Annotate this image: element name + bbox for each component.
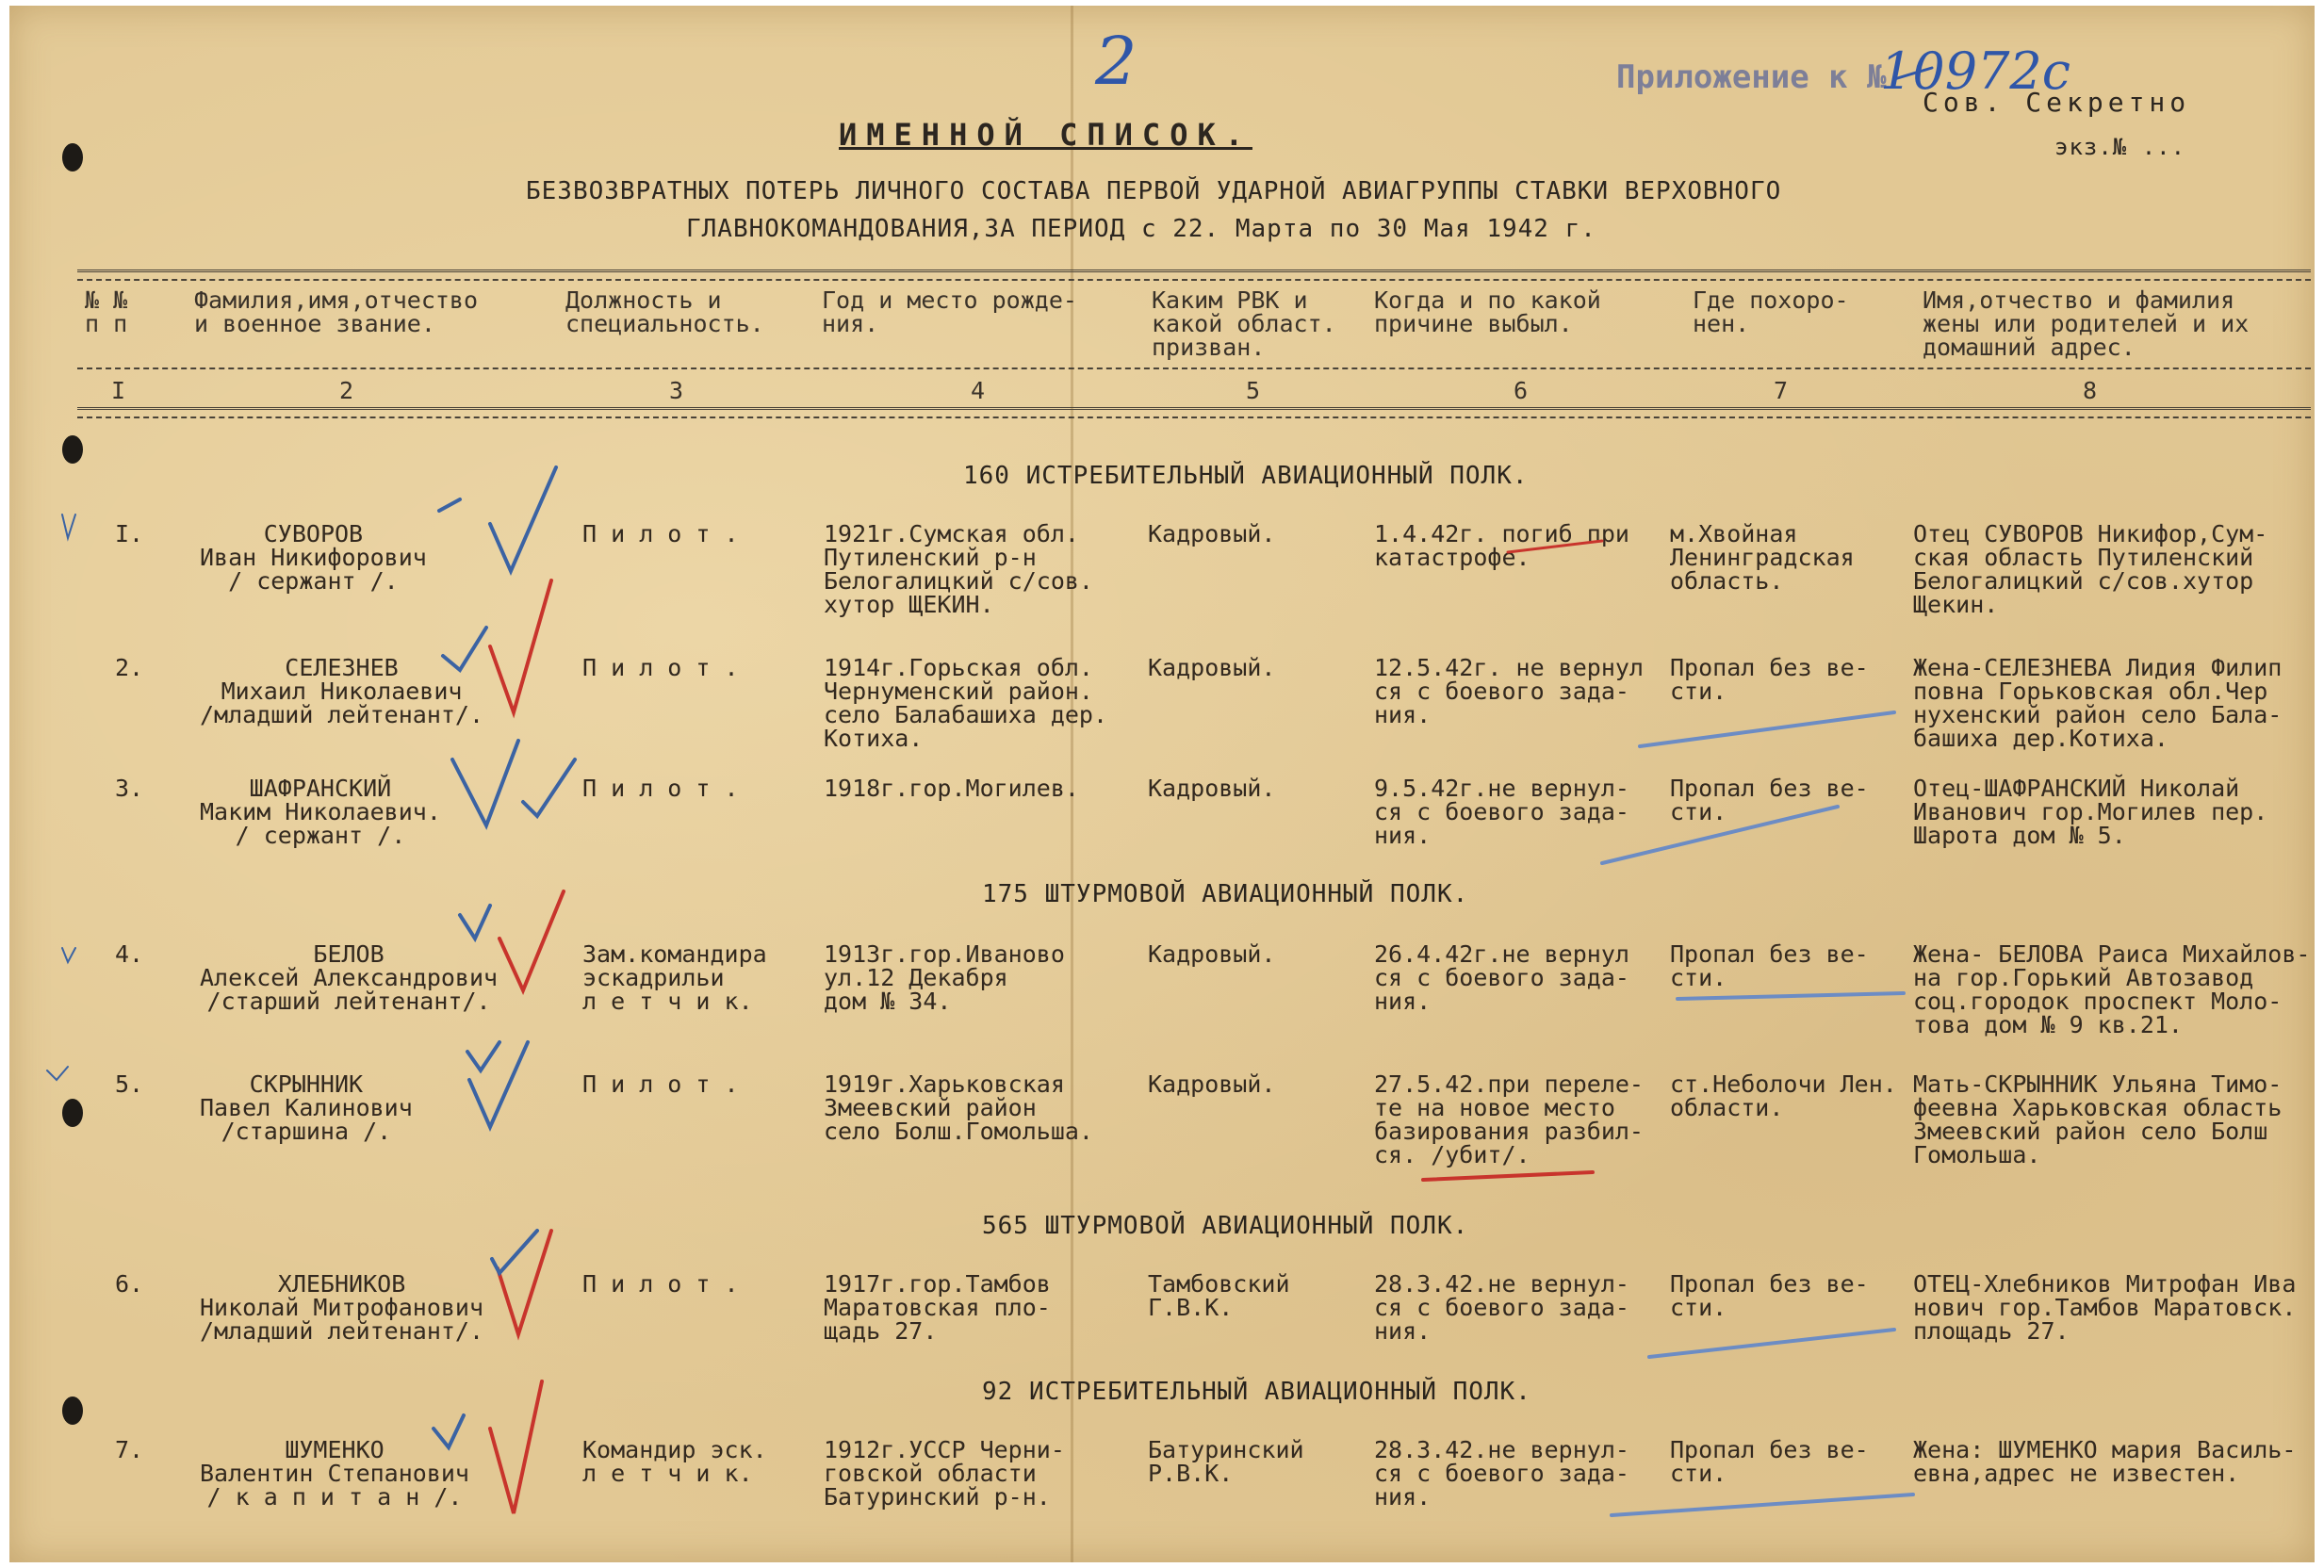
margin-tick bbox=[62, 514, 75, 538]
col-header-8: Имя,отчество и фамилия жены или родителей и их домашний адрес. bbox=[1923, 286, 2250, 361]
row-position: Командир эск. л е т ч и к. bbox=[582, 1436, 767, 1487]
row-rvk: Тамбовский Г.В.К. bbox=[1148, 1270, 1290, 1321]
col-num-4: 4 bbox=[971, 377, 986, 404]
page-number: 2 bbox=[1095, 23, 1137, 100]
ink-underline bbox=[1678, 993, 1904, 999]
row-family: ОТЕЦ-Хлебников Митрофан Ива нович гор.Тамбов Маратовск. площадь 27. bbox=[1913, 1270, 2297, 1345]
row-position: П и л о т . bbox=[582, 775, 739, 802]
check-mark bbox=[492, 1231, 537, 1273]
row-family: Жена- БЕЛОВА Раиса Михайлов- на гор.Горький Автозавод соц.городок проспект Моло- това дом № 9 кв.21. bbox=[1913, 940, 2311, 1038]
row-buried: Пропал без ве- сти. bbox=[1670, 775, 1869, 825]
col-num-7: 7 bbox=[1774, 377, 1789, 404]
row-buried: Пропал без ве- сти. bbox=[1670, 1436, 1869, 1487]
col-header-6: Когда и по какой причине выбыл. bbox=[1374, 286, 1601, 337]
check-mark bbox=[490, 1381, 542, 1513]
row-birth: 1913г.гор.Иваново ул.12 Декабря дом № 34. bbox=[824, 940, 1065, 1015]
col-header-5: Каким РВК и какой област. призван. bbox=[1152, 286, 1336, 361]
check-mark bbox=[467, 1042, 499, 1070]
row-number: I. bbox=[115, 520, 144, 547]
row-number: 5. bbox=[115, 1070, 144, 1098]
row-when: 28.3.42.не вернул- ся с боевого зада- ния. bbox=[1374, 1270, 1629, 1345]
row-name: БЕЛОВ Алексей Александрович /старший лейтенант/. bbox=[200, 940, 499, 1015]
row-buried: м.Хвойная Ленинградская область. bbox=[1670, 520, 1855, 595]
row-number: 4. bbox=[115, 940, 144, 968]
col-num-2: 2 bbox=[339, 377, 354, 404]
row-rvk: Кадровый. bbox=[1148, 940, 1276, 968]
ink-underline bbox=[1423, 1172, 1593, 1180]
ink-underline bbox=[1612, 1494, 1913, 1515]
row-name: СЕЛЕЗНЕВ Михаил Николаевич /младший лейтенант/. bbox=[200, 654, 484, 728]
ink-underline bbox=[1640, 712, 1894, 746]
row-birth: 1914г.Горьская обл. Чернуменский район. село Балабашиха дер. Котиха. bbox=[824, 654, 1108, 752]
row-family: Отец-ШАФРАНСКИЙ Николай Иванович гор.Могилев пер. Шарота дом № 5. bbox=[1913, 775, 2268, 849]
copy-number: экз.№ ... bbox=[2054, 134, 2186, 160]
check-mark bbox=[523, 760, 575, 816]
check-mark bbox=[469, 1042, 528, 1127]
row-birth: 1918г.гор.Могилев. bbox=[824, 775, 1079, 802]
col-num-1: I bbox=[111, 377, 126, 404]
row-family: Отец СУВОРОВ Никифор,Сум- ская область Путиленский Белогалицкий с/сов.хутор Щекин. bbox=[1913, 520, 2268, 618]
row-name: ШУМЕНКО Валентин Степанович / к а п и т а н /. bbox=[200, 1436, 469, 1511]
row-rvk: Кадровый. bbox=[1148, 520, 1276, 547]
col-num-6: 6 bbox=[1514, 377, 1529, 404]
col-header-3: Должность и специальность. bbox=[565, 286, 764, 337]
appendix-label: Приложение к № bbox=[1616, 58, 1887, 96]
subtitle-line-1: БЕЗВОЗВРАТНЫХ ПОТЕРЬ ЛИЧНОГО СОСТАВА ПЕРВОЙ УДАРНОЙ АВИАГРУППЫ СТАВКИ ВЕРХОВНОГО bbox=[526, 177, 1782, 205]
subtitle-line-2: ГЛАВНОКОМАНДОВАНИЯ,ЗА ПЕРИОД с 22. Марта по 30 Мая 1942 г. bbox=[686, 215, 1596, 243]
row-position: Зам.командира эскадрильи л е т ч и к. bbox=[582, 940, 767, 1015]
appendix-number: 10972с bbox=[1880, 41, 2071, 101]
row-birth: 1919г.Харьковская Змеевский район село Болш.Гомольша. bbox=[824, 1070, 1093, 1145]
margin-tick bbox=[47, 1067, 68, 1080]
check-mark bbox=[439, 499, 460, 511]
row-number: 2. bbox=[115, 654, 144, 681]
row-name: ХЛЕБНИКОВ Николай Митрофанович /младший лейтенант/. bbox=[200, 1270, 484, 1345]
col-num-5: 5 bbox=[1246, 377, 1261, 404]
row-number: 7. bbox=[115, 1436, 144, 1463]
row-position: П и л о т . bbox=[582, 1070, 739, 1098]
row-position: П и л о т . bbox=[582, 1270, 739, 1298]
row-buried: Пропал без ве- сти. bbox=[1670, 940, 1869, 991]
row-family: Мать-СКРЫННИК Ульяна Тимо- феевна Харьковская область Змеевский район село Болш Гомольша. bbox=[1913, 1070, 2283, 1168]
row-when: 12.5.42г. не вернул ся с боевого зада- ния. bbox=[1374, 654, 1644, 728]
row-birth: 1912г.УССР Черни- говской области Батуринский р-н. bbox=[824, 1436, 1065, 1511]
row-when: 26.4.42г.не вернул ся с боевого зада- ния. bbox=[1374, 940, 1629, 1015]
row-when: 28.3.42.не вернул- ся с боевого зада- ния. bbox=[1374, 1436, 1629, 1511]
col-num-3: 3 bbox=[669, 377, 684, 404]
row-rvk: Кадровый. bbox=[1148, 1070, 1276, 1098]
row-position: П и л о т . bbox=[582, 520, 739, 547]
document-title: ИМЕННОЙ СПИСОК. bbox=[839, 117, 1252, 153]
check-mark bbox=[490, 580, 551, 712]
check-mark bbox=[499, 891, 564, 990]
check-mark bbox=[460, 906, 490, 939]
section-title: 92 ИСТРЕБИТЕЛЬНЫЙ АВИАЦИОННЫЙ ПОЛК. bbox=[982, 1378, 1531, 1406]
row-when: 9.5.42г.не вернул- ся с боевого зада- ния. bbox=[1374, 775, 1629, 849]
row-when: 1.4.42г. погиб при катастрофе. bbox=[1374, 520, 1629, 571]
row-family: Жена-СЕЛЕЗНЕВА Лидия Филип повна Горьковская обл.Чер нухенский район село Бала- башиха дер.Котиха. bbox=[1913, 654, 2283, 752]
document-page bbox=[9, 6, 2315, 1562]
row-name: СКРЫННИК Павел Калинович /старшина /. bbox=[200, 1070, 413, 1145]
row-birth: 1921г.Сумская обл. Путиленский р-н Белогалицкий с/сов. хутор ЩЕКИН. bbox=[824, 520, 1093, 618]
check-mark bbox=[452, 741, 518, 825]
ink-marks bbox=[9, 6, 2315, 1562]
section-title: 160 ИСТРЕБИТЕЛЬНЫЙ АВИАЦИОННЫЙ ПОЛК. bbox=[963, 462, 1529, 490]
row-name: ШАФРАНСКИЙ Маким Николаевич. / сержант /. bbox=[200, 775, 441, 849]
col-header-7: Где похоро- нен. bbox=[1693, 286, 1849, 337]
row-buried: Пропал без ве- сти. bbox=[1670, 654, 1869, 705]
row-birth: 1917г.гор.Тамбов Маратовская пло- щадь 27. bbox=[824, 1270, 1051, 1345]
col-num-8: 8 bbox=[2083, 377, 2098, 404]
row-rvk: Кадровый. bbox=[1148, 775, 1276, 802]
row-number: 6. bbox=[115, 1270, 144, 1298]
col-header-2: Фамилия,имя,отчество и военное звание. bbox=[194, 286, 479, 337]
section-title: 565 ШТУРМОВОЙ АВИАЦИОННЫЙ ПОЛК. bbox=[982, 1212, 1469, 1240]
col-header-1: № № п п bbox=[85, 286, 128, 337]
row-buried: Пропал без ве- сти. bbox=[1670, 1270, 1869, 1321]
row-buried: ст.Неболочи Лен. области. bbox=[1670, 1070, 1897, 1121]
classification: Сов. Секретно bbox=[1923, 87, 2191, 118]
ink-underline bbox=[1508, 541, 1602, 552]
margin-tick bbox=[62, 948, 75, 962]
section-title: 175 ШТУРМОВОЙ АВИАЦИОННЫЙ ПОЛК. bbox=[982, 880, 1469, 908]
ink-underline bbox=[1649, 1330, 1894, 1357]
row-name: СУВОРОВ Иван Никифорович / сержант /. bbox=[200, 520, 427, 595]
check-mark bbox=[443, 628, 486, 670]
row-position: П и л о т . bbox=[582, 654, 739, 681]
ink-underline bbox=[1602, 807, 1838, 863]
col-header-4: Год и место рожде- ния. bbox=[822, 286, 1077, 337]
check-mark bbox=[434, 1415, 464, 1447]
ink-underline bbox=[1894, 68, 1932, 79]
check-mark bbox=[490, 467, 556, 571]
row-number: 3. bbox=[115, 775, 144, 802]
row-when: 27.5.42.при переле- те на новое место базирования разбил- ся. /убит/. bbox=[1374, 1070, 1644, 1168]
row-rvk: Кадровый. bbox=[1148, 654, 1276, 681]
row-rvk: Батуринский Р.В.К. bbox=[1148, 1436, 1304, 1487]
row-family: Жена: ШУМЕНКО мария Василь- евна,адрес не известен. bbox=[1913, 1436, 2297, 1487]
